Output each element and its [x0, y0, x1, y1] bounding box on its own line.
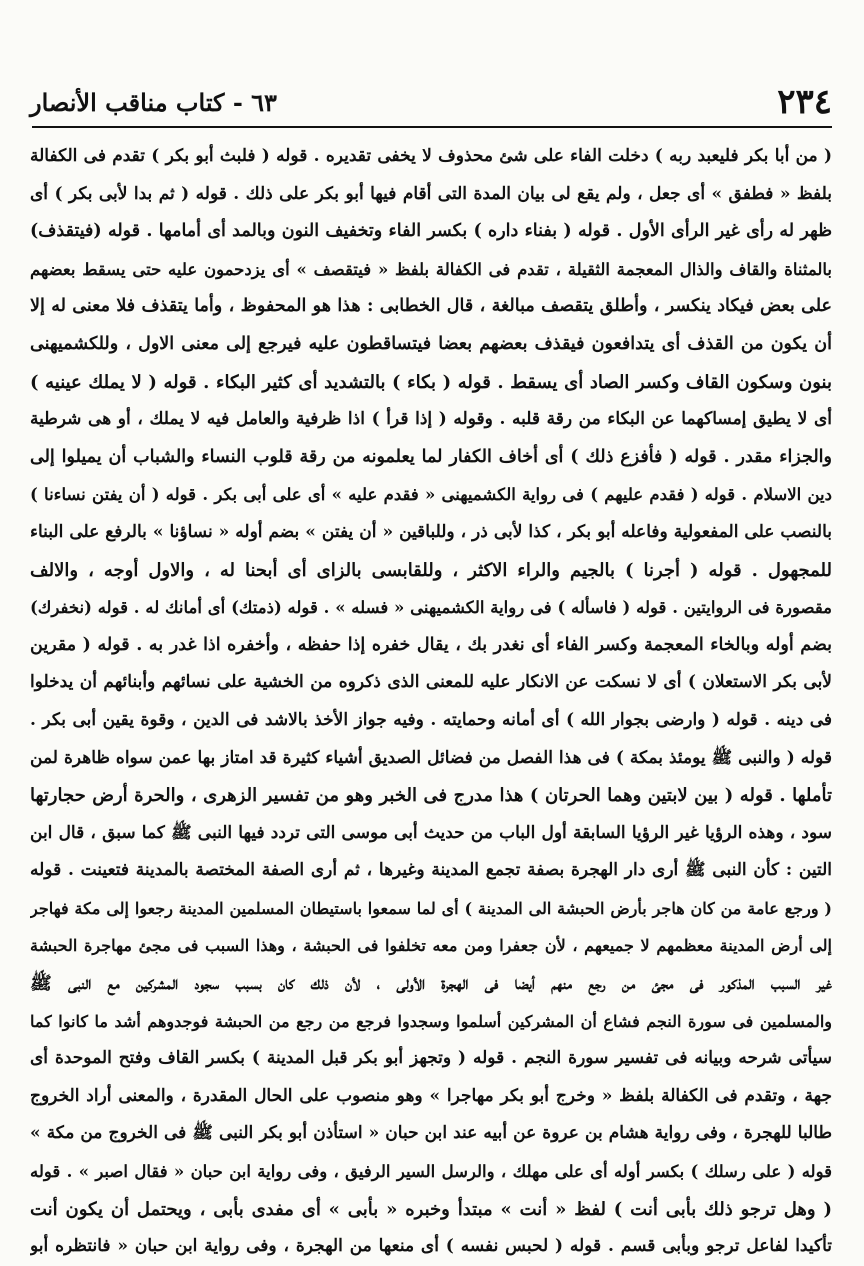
text-line: تأملها . قوله ( بين لابتين وهما الحرتان ) هذا مدرج فى الخبر وهو من تفسير الزهرى ، والحرة أرض حجارتها: [30, 785, 832, 807]
text-line: فى دينه . قوله ( وارضى بجوار الله ) أى أمانه وحمايته . وفيه جواز الأخذ بالاشد فى الدين ، وقوة يقين أبى بكر .: [30, 709, 832, 730]
text-line: بالمثناة والقاف والذال المعجمة الثقيلة ، تقدم فى الكفالة بلفظ « فيتقصف » أى يزدحمون عليه حتى يسقط بعضهم: [30, 259, 832, 279]
text-line: جهة ، وتقدم فى الكفالة بلفظ « وخرج أبو بكر مهاجرا » وهو منصوب على الحال المقدرة ، والمعنى أراد الخروج: [30, 1085, 832, 1106]
commentary-text: [30, 138, 832, 1266]
text-line: مقصورة فى الروايتين . قوله ( فاسأله ) فى رواية الكشميهنى « فسله » . قوله (ذمتك) أى أمانك له . قوله (نخفرك): [30, 598, 832, 618]
text-line: أى لا يطيق إمساكهما عن البكاء من رقة قلبه . وقوله ( إذا قرأ ) اذا ظرفية والعامل فيه لا يملك ، أو هى شرطية: [30, 409, 832, 430]
text-line: والجزاء مقدر . قوله ( فأفزع ذلك ) أى أخاف الكفار لما يعلمونه من رقة قلوب النساء والشباب أن يميلوا إلى: [30, 446, 832, 467]
text-line: بنون وسكون القاف وكسر الصاد أى يسقط . قوله ( بكاء ) بالتشديد أى كثير البكاء . قوله ( لا يملك عينيه ): [30, 371, 832, 393]
text-line: والمسلمين فى سورة النجم فشاع أن المشركين أسلموا وسجدوا فرجع من رجع من الحبشة فوجدوهم أشد ما كانوا كما: [30, 1011, 832, 1031]
text-line: طالبا للهجرة ، وفى رواية هشام بن عروة عن أبيه عند ابن حبان « استأذن أبو بكر النبى ﷺ فى الخروج من مكة »: [30, 1123, 832, 1144]
running-title: ٦٣ - كتاب مناقب الأنصار: [30, 88, 277, 117]
text-line: ( ورجع عامة من كان هاجر بأرض الحبشة الى المدينة ) أى لما سمعوا باستيطان المسلمين المدينة رجعوا إلى مكة فهاجر: [30, 898, 832, 918]
text-line: ( من أبا بكر فليعبد ربه ) دخلت الفاء على شئ محذوف لا يخفى تقديره . قوله ( فلبث أبو بكر ) تقدم فى الكفالة: [30, 146, 832, 166]
text-line: بلفظ « فطفق » أى جعل ، ولم يقع لى بيان المدة التى أقام فيها أبو بكر على ذلك . قوله ( ثم بدا لأبى بكر ) أى: [30, 183, 832, 204]
text-line: على بعض فيكاد ينكسر ، وأطلق يتقصف مبالغة ، قال الخطابى : هذا هو المحفوظ ، وأما يتقذف فلا معنى له إلا: [30, 296, 832, 317]
text-line: تأكيدا لفاعل ترجو وبأبى قسم . قوله ( لحبس نفسه ) أى منعها من الهجرة ، وفى رواية ابن حبان « فانتظره أبو: [30, 1236, 832, 1257]
text-line: أن يكون من القذف أى يتدافعون فيقذف بعضهم بعضا فيتساقطون عليه فيرجع إلى معنى الاول ، وللكشميهنى: [30, 333, 832, 354]
text-line: بالنصب على المفعولية وفاعله أبو بكر ، كذا لأبى ذر ، وللباقين « أن يفتن » بضم أوله « نساؤنا » بالرفع على البناء: [30, 521, 832, 542]
text-line: إلى أرض المدينة معظمهم لا جميعهم ، لأن جعفرا ومن معه تخلفوا فى الحبشة ، وهذا السبب فى مجئ مهاجرة الحبشة: [30, 936, 832, 956]
text-line: ( وهل ترجو ذلك بأبى أنت ) لفظ « أنت » مبتدأ وخبره « بأبى » أى مفدى بأبى ، ويحتمل أن يكون أنت: [30, 1198, 832, 1220]
text-line: لأبى بكر الاستعلان ) أى لا نسكت عن الانكار عليه للمعنى الذى ذكروه من الخشية على نسائهم وأبنائهم أن يدخلوا: [30, 672, 832, 693]
header-rule: [32, 126, 832, 128]
text-line: غير السبب المذكور فى مجئ من رجع منهم أيضا فى الهجرة الأولى ، لأن ذلك كان بسبب سجود المشركين مع النبى ﷺ: [30, 973, 832, 995]
text-line: بضم أوله وبالخاء المعجمة وكسر الفاء أى نغدر بك ، يقال خفره إذا حفظه ، وأخفره اذا غدر به . قوله ( مقرين: [30, 634, 832, 655]
text-line: سود ، وهذه الرؤيا غير الرؤيا السابقة أول الباب من حديث أبى موسى التى تردد فيها النبى ﷺ كما سبق ، قال ابن: [30, 822, 832, 843]
text-line: التين : كأن النبى ﷺ أرى دار الهجرة بصفة تجمع المدينة وغيرها ، ثم أرى الصفة المختصة بالمدينة فتعينت . قوله: [30, 860, 832, 881]
text-line: قوله ( والنبى ﷺ يومئذ بمكة ) فى هذا الفصل من فضائل الصديق أشياء كثيرة قد امتاز بها عمن سواه ظاهرة لمن: [30, 747, 832, 768]
text-line: دين الاسلام . قوله ( فقدم عليهم ) فى رواية الكشميهنى « فقدم عليه » أى على أبى بكر . قوله ( أن يفتن نساءنا ): [30, 485, 832, 505]
page-number: ٢٣٤: [777, 82, 832, 122]
text-line: للمجهول . قوله ( أجرنا ) بالجيم والراء الاكثر ، وللقابسى بالزاى أى أبحنا له ، والاول أوجه ، والالف: [30, 559, 832, 581]
text-line: ظهر له رأى غير الرأى الأول . قوله ( بفناء داره ) بكسر الفاء وتخفيف النون وبالمد أى أمامها . قوله (فيتقذف): [30, 221, 832, 242]
page-header: [30, 82, 832, 124]
text-line: سيأتى شرحه وبيانه فى تفسير سورة النجم . قوله ( وتجهز أبو بكر قبل المدينة ) بكسر القاف وفتح الموحدة أى: [30, 1048, 832, 1069]
text-line: قوله ( على رسلك ) بكسر أوله أى على مهلك ، والرسل السير الرفيق ، وفى رواية ابن حبان « فقال اصبر » . قوله: [30, 1162, 832, 1182]
